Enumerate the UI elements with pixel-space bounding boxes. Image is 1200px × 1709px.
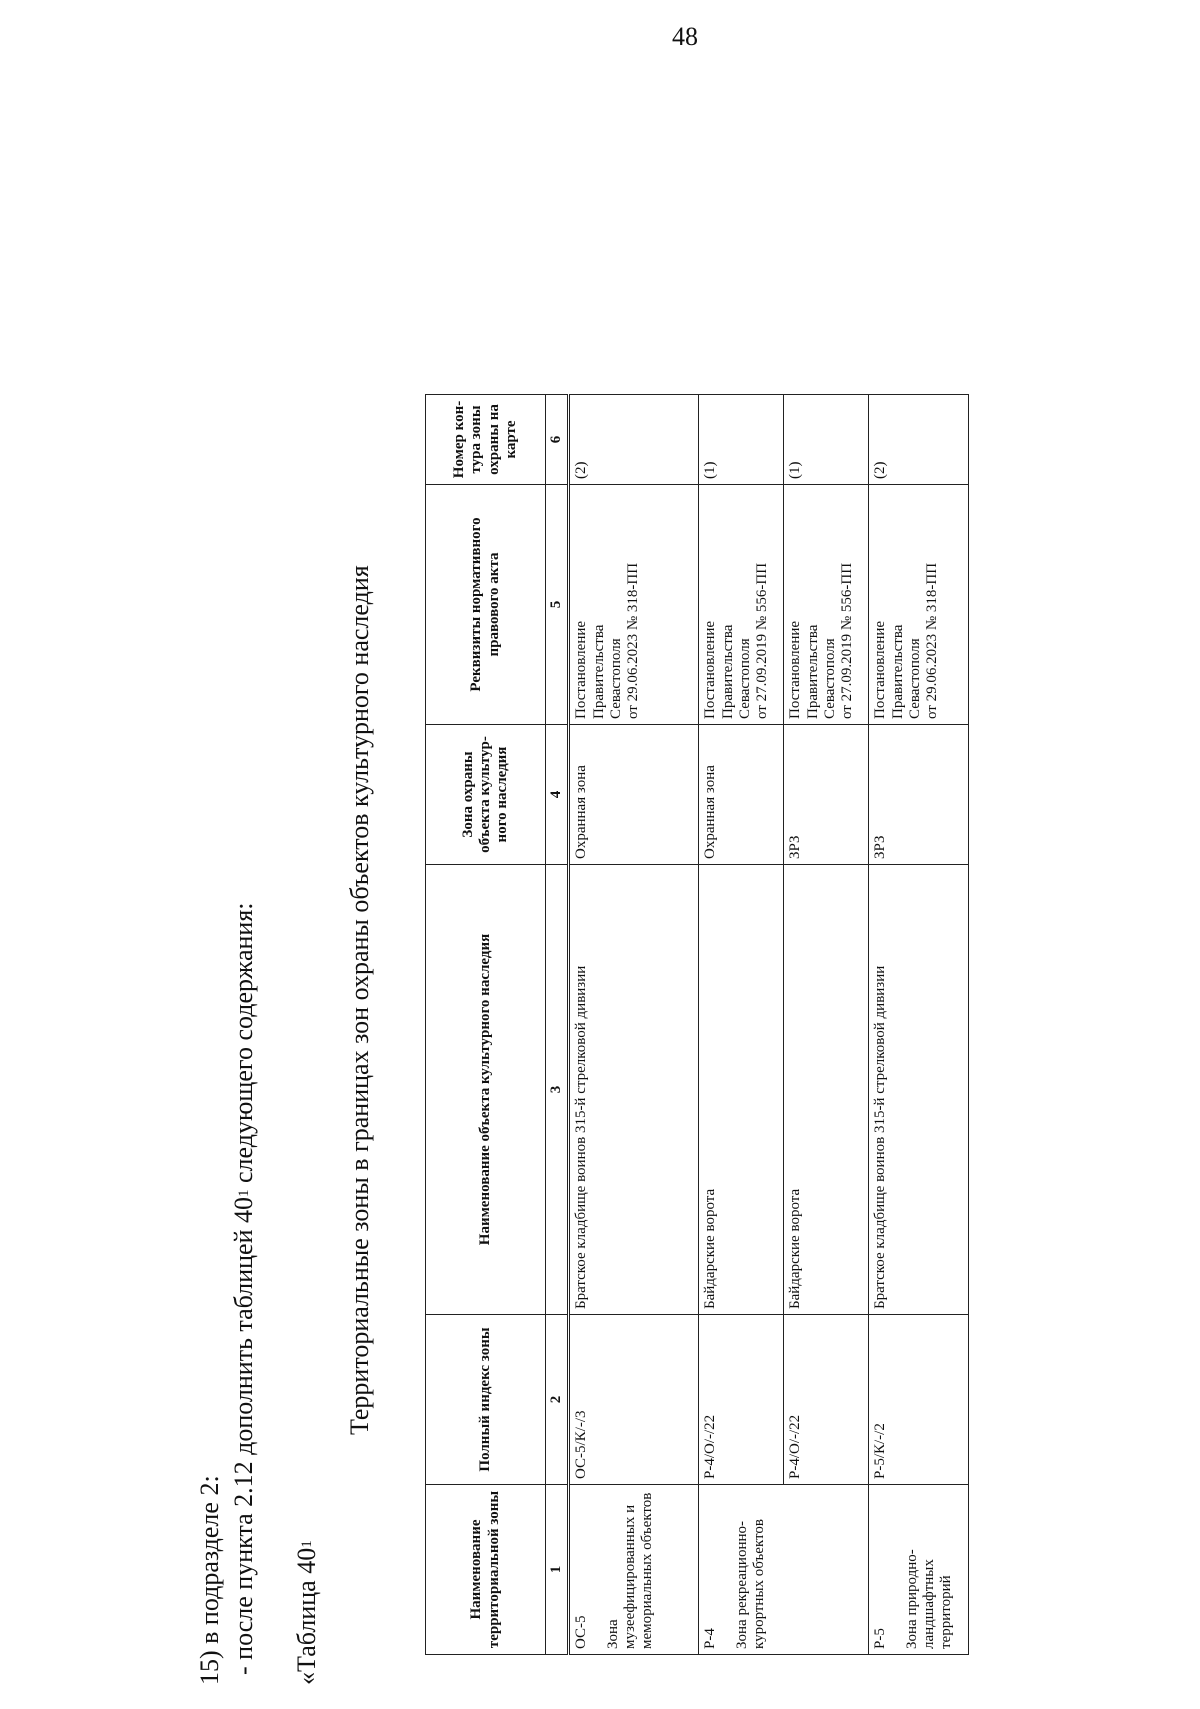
table-label-text: «Таблица 40 xyxy=(292,1547,321,1685)
zone-index: Р-4/О/-/22 xyxy=(699,1315,784,1485)
legal-act-line: Севастополя xyxy=(821,638,838,719)
amendment-sup: 1 xyxy=(236,1189,252,1197)
subsection-line: 15) в подразделе 2: xyxy=(195,1475,224,1685)
protection-zone: Охранная зона xyxy=(569,725,699,865)
column-number: 1 xyxy=(546,1485,569,1655)
legal-act-line: Постановление xyxy=(872,620,889,719)
zone-cell xyxy=(699,1485,869,1655)
rotated-content xyxy=(195,45,1075,1685)
legal-act-line: Правительства xyxy=(719,624,736,719)
contour-number: (1) xyxy=(784,395,869,485)
page-number: 48 xyxy=(672,22,698,51)
protection-zone: Охранная зона xyxy=(699,725,784,865)
column-number: 5 xyxy=(546,485,569,725)
column-number: 4 xyxy=(546,725,569,865)
amendment-line xyxy=(229,902,259,1675)
table-row xyxy=(869,395,969,1655)
zone-cell xyxy=(569,1485,699,1655)
legal-act-line: Постановление xyxy=(702,620,719,719)
zone-cell xyxy=(869,1485,969,1655)
legal-act xyxy=(569,485,699,725)
legal-act-line: Правительства xyxy=(804,624,821,719)
heritage-object: Братское кладбище воинов 315-й стрелковой дивизии xyxy=(569,865,699,1315)
legal-act-line: Постановление xyxy=(573,620,590,719)
table-row xyxy=(699,395,784,1655)
header-act: Реквизиты нормативного правового акта xyxy=(426,485,546,725)
legal-act xyxy=(869,485,969,725)
header-contour: Номер кон-тура зоны охраны на карте xyxy=(426,395,546,485)
column-number-row xyxy=(546,395,569,1655)
header-index: Полный индекс зоны xyxy=(426,1315,546,1485)
legal-act-line: Севастополя xyxy=(736,638,753,719)
zone-index: ОС-5/К/-/3 xyxy=(569,1315,699,1485)
header-zone-name: Наименование территориальной зоны xyxy=(426,1485,546,1655)
column-number: 2 xyxy=(546,1315,569,1485)
protection-zone: ЗРЗ xyxy=(869,725,969,865)
header-row xyxy=(426,395,546,1655)
legal-act-line: от 27.09.2019 № 556-ПП xyxy=(754,562,770,719)
table-label xyxy=(292,1540,322,1685)
legal-act-line: от 29.06.2023 № 318-ПП xyxy=(625,562,641,719)
heritage-object: Байдарские ворота xyxy=(784,865,869,1315)
contour-number: (2) xyxy=(569,395,699,485)
zone-code: Р-4 xyxy=(702,1628,719,1649)
amendment-prefix: - после пункта 2.12 дополнить таблицей 40 xyxy=(229,1197,258,1675)
heritage-object: Братское кладбище воинов 315-й стрелковой дивизии xyxy=(869,865,969,1315)
legal-act xyxy=(699,485,784,725)
table-title: Территориальные зоны в границах зон охраны объектов культурного наследия xyxy=(345,565,374,1435)
legal-act-line: Правительства xyxy=(590,624,607,719)
protection-zone: ЗРЗ xyxy=(784,725,869,865)
table-row xyxy=(784,395,869,1655)
legal-act-line: от 29.06.2023 № 318-ПП xyxy=(924,562,940,719)
legal-act-line: Постановление xyxy=(787,620,804,719)
header-object: Наименование объекта культурного наследия xyxy=(426,865,546,1315)
zone-code: Р-5 xyxy=(872,1628,889,1649)
table-row xyxy=(569,395,699,1655)
zone-description: Зона музеефицированных и мемориальных объектов xyxy=(604,1492,655,1649)
column-number: 6 xyxy=(546,395,569,485)
contour-number: (1) xyxy=(699,395,784,485)
contour-number: (2) xyxy=(869,395,969,485)
column-number: 3 xyxy=(546,865,569,1315)
zone-index: Р-4/О/-/22 xyxy=(784,1315,869,1485)
zone-description: Зона рекреационно-курортных объектов xyxy=(733,1519,767,1649)
legal-act-line: от 27.09.2019 № 556-ПП xyxy=(839,562,855,719)
legal-act xyxy=(784,485,869,725)
table-label-sup: 1 xyxy=(299,1540,315,1548)
heritage-object: Байдарские ворота xyxy=(699,865,784,1315)
zones-table xyxy=(425,394,969,1655)
legal-act-line: Севастополя xyxy=(607,638,624,719)
legal-act-line: Севастополя xyxy=(906,638,923,719)
zone-code: ОС-5 xyxy=(573,1615,590,1649)
amendment-suffix: следующего содержания: xyxy=(229,902,258,1190)
header-protection: Зона охраны объекта культур-ного наследия xyxy=(426,725,546,865)
zone-index: Р-5/К/-/2 xyxy=(869,1315,969,1485)
legal-act-line: Правительства xyxy=(889,624,906,719)
zone-description: Зона природно-ландшафтных территорий xyxy=(903,1549,954,1649)
